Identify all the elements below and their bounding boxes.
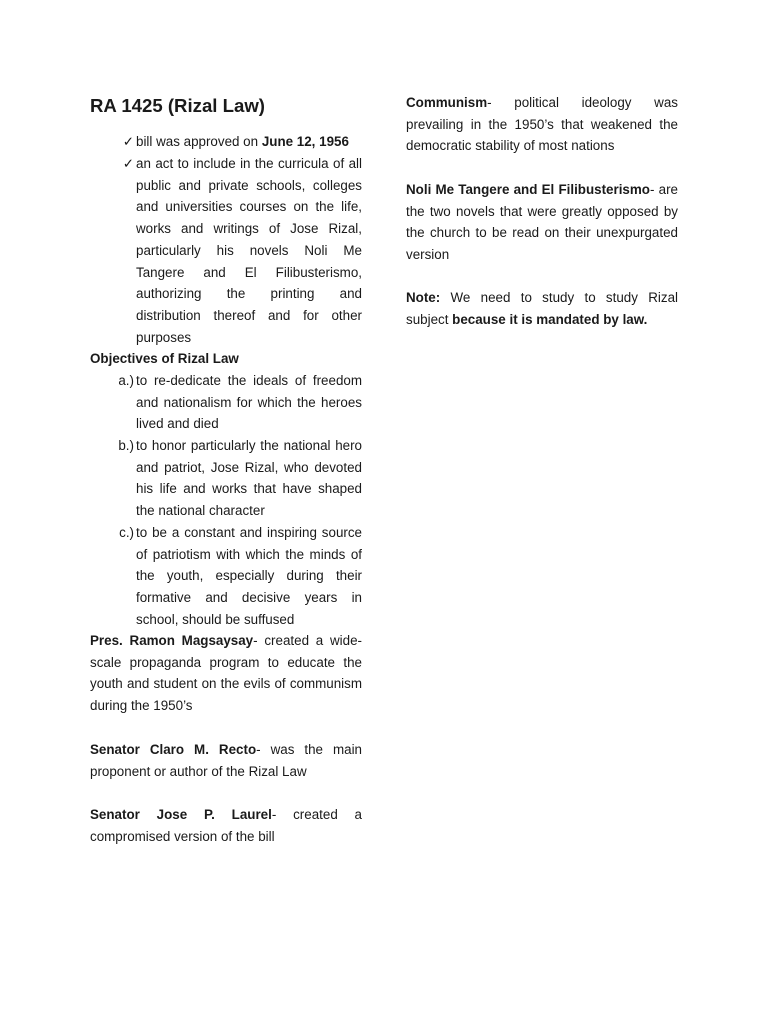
paragraph-novels: Noli Me Tangere and El Filibusterismo- are the two novels that were greatly opposed by the church to be read on their unexpurgated version (406, 182, 678, 263)
paragraph-magsaysay: Pres. Ramon Magsaysay- created a wide-scale propaganda program to educate the youth and student on the evils of communism during the 1950’s (90, 633, 363, 714)
paragraph-laurel: Senator Jose P. Laurel- created a compromised version of the bill (90, 807, 363, 844)
list-item (90, 131, 362, 153)
page-title: RA 1425 (Rizal Law) (90, 95, 265, 116)
paragraph-communism: Communism- political ideology was prevailing in the 1950’s that weakened the democratic stability of most nations (406, 95, 678, 154)
section-heading: Objectives of Rizal Law (90, 351, 239, 366)
paragraph-recto: Senator Claro M. Recto- was the main proponent or author of the Rizal Law (90, 742, 362, 779)
objective-text: to be a constant and inspiring source of patriotism with which the minds of the youth, especially during their formative and decisive years in school, should be suffused (136, 525, 362, 627)
objective-text: to honor particularly the national hero and patriot, Jose Rizal, who devoted his life and works that have shaped the national character (136, 438, 362, 519)
list-marker: b.) (118, 438, 134, 453)
list-marker: c.) (119, 525, 134, 540)
checkmark-icon: ✓ (122, 134, 134, 149)
paragraph-note: Note: We need to study to study Rizal subject because it is mandated by law. (406, 290, 678, 327)
bullet-text: an act to include in the curricula of all public and private schools, colleges and universities courses on the life, works and writings of Jose Rizal, particularly his novels Noli Me Tangere and El Filibusterismo, authorizing the printing and distribution thereof and for other purposes (136, 156, 362, 345)
bullet-text: bill was approved on June 12, 1956 (136, 134, 349, 149)
list-marker: a.) (118, 373, 134, 388)
checkmark-icon: ✓ (122, 156, 134, 171)
objective-text: to re-dedicate the ideals of freedom and nationalism for which the heroes lived and died (136, 373, 362, 432)
